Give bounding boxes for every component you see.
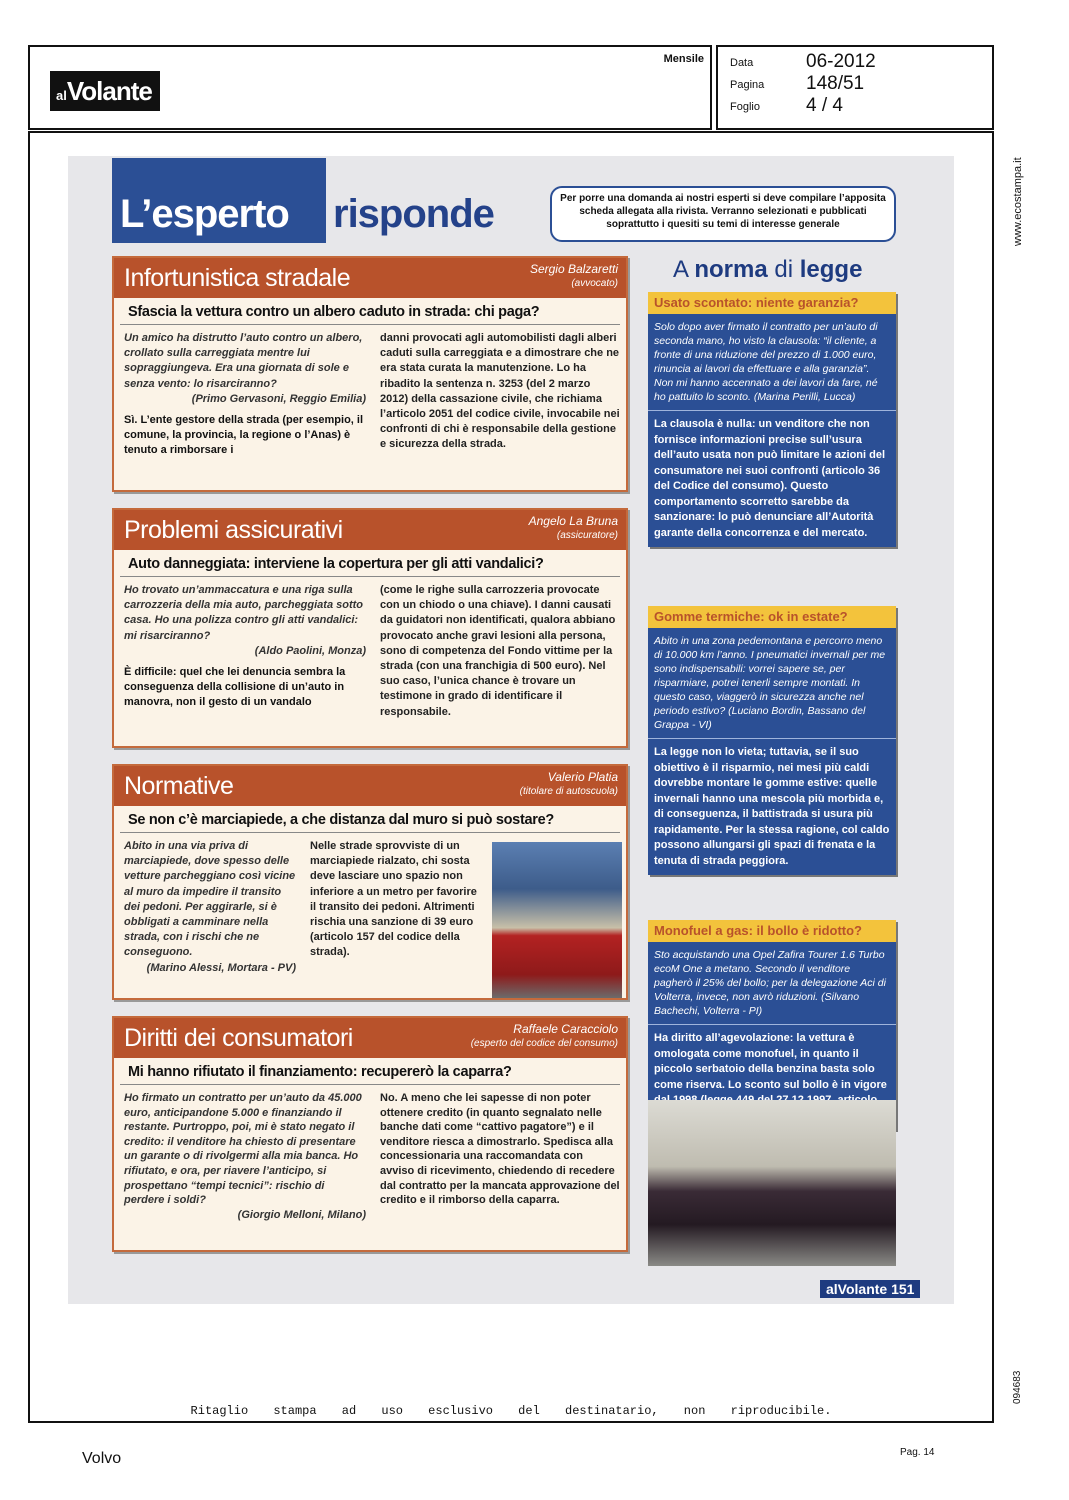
right-block-answer: Ha diritto all’agevolazione: la vettura è omologata come monofuel, in quanto il piccolo serbatoio della benzina basta solo come riserva. Lo sconto sul bollo è in vigore bbox=[654, 1032, 887, 1091]
foglio-row: Foglio 4 / 4 bbox=[730, 95, 843, 116]
opel-zafira-photo bbox=[648, 1100, 896, 1266]
question-title: Sfascia la vettura contro un albero caduto in strada: chi paga? bbox=[120, 298, 620, 325]
section-title: Infortunistica stradale bbox=[124, 264, 351, 292]
answer-start: È difficile: quel che lei denuncia sembra la conseguenza della collisione di un’auto in manovra, non il gesto di un vandalo bbox=[124, 666, 346, 709]
right-block-title: Usato scontato: niente garanzia? bbox=[648, 292, 896, 314]
intro-box: Per porre una domanda ai nostri esperti si deve compilare l’apposita scheda allegata alla rivista. Verranno selezionati e pubblicati soprattutto i quesiti su temi di interesse generale bbox=[550, 186, 896, 242]
section-author: Raffaele Caracciolo bbox=[513, 1022, 618, 1036]
question-title: Se non c’è marciapiede, a che distanza dal muro si può sostare? bbox=[120, 806, 620, 833]
masthead-logo: alVolante bbox=[50, 71, 160, 111]
section-infortunistica bbox=[112, 256, 628, 492]
section-title: Normative bbox=[124, 772, 234, 800]
section-assicurativi bbox=[112, 508, 628, 748]
right-block-answer: La legge non lo vieta; tuttavia, se il suo obiettivo è il risparmio, nei mesi più caldi dovrebbe montare le gomme estive: quelle invernali hanno una mescola più morbida e, di conseguenza, il battistrada si usura più rapidamente. Per la stessa ragione, col caldo possono allungarsi gli spazi di frenata e la tenuta di strada peggiora. bbox=[654, 746, 890, 867]
right-block-question: Abito in una zona pedemontana e percorro meno di 10.000 km l’anno. I pneumatici invernali per me sono indispensabili: vorrei sapere se, per risparmiare, potrei tenerli sempre montati. In questo caso, viaggerò in sicurezza anche nel periodo estivo? (Luciano Bordin, Bassano del Grappa - VI) bbox=[648, 628, 896, 739]
side-url: www.ecostampa.it bbox=[1012, 157, 1024, 246]
header-logo-box bbox=[28, 45, 712, 130]
question-signature: (Aldo Paolini, Monza) bbox=[254, 644, 366, 657]
page-logo: alVolante 151 bbox=[820, 1280, 920, 1298]
question-signature: (Marino Alessi, Mortara - PV) bbox=[146, 961, 296, 974]
right-block-answer: La clausola è nulla: un venditore che non fornisce informazioni precise sull’usura dell’auto usata non può limitare le azioni del consumatore nei suoi confronti (articolo 36 del Codice del consumo). Questo comportamento scorretto sarebbe da sanzionare: lo può denunciare all’Autorità garante della concorrenza e del mercato. bbox=[654, 418, 886, 539]
side-code: 094683 bbox=[1012, 1370, 1023, 1404]
question-text: Abito in una via priva di marciapiede, dove spesso delle vetture parcheggiano così vicine al muro da impedire il transito dei pedoni. Per aggirarle, si è obbligati a camminare nella strada, con i rischi che ne conseguono. bbox=[124, 840, 296, 959]
date-row: Data 06-2012 bbox=[730, 51, 876, 72]
page-number: Pag. 14 bbox=[900, 1447, 935, 1458]
question-text: Un amico ha distrutto l’auto contro un albero, crollato sulla carreggiata mentre lui sopraggiungeva. Era una giornata di sole e senza vento: lo risarciranno? bbox=[124, 332, 363, 390]
section-title: Diritti dei consumatori bbox=[124, 1024, 353, 1052]
question-title: Auto danneggiata: interviene la copertura per gli atti vandalici? bbox=[120, 550, 620, 577]
client-name: Volvo bbox=[82, 1450, 122, 1467]
section-consumatori bbox=[112, 1016, 628, 1252]
section-author: Angelo La Bruna bbox=[528, 514, 618, 528]
question-signature: (Giorgio Melloni, Milano) bbox=[237, 1208, 366, 1221]
answer-continuation: danni provocati agli automobilisti dagli alberi caduti sulla carreggiata e a dimostrare che ne era stata curata la manutenzione. Lo ha ribadito la sentenza n. 3253 (del 2 marzo 2012) della cassazione civile, che richiama l’articolo 2051 del codice civile, invocabile nei confronti di chi è responsabile della gestione e sicurezza della strada. bbox=[380, 332, 620, 451]
answer-continuation: (come le righe sulla carrozzeria provocate con un chiodo o una chiave). I danni causati da guidatori non identificati, qualora abbiano provocato anche gravi lesioni alla persona, sono di competenza del Fondo vittime per la strada (con una franchigia di 500 euro). Nel suo caso, l’unica chance è trovare un testimone in grado di identificare il responsabile. bbox=[380, 584, 616, 718]
section-author: Valerio Platia bbox=[547, 770, 618, 784]
question-text: Ho firmato un contratto per un’auto da 45.000 euro, anticipandone 5.000 e finanziando il restante. Purtroppo, poi, mi è stato negato il credito: il venditore ha chiesto di presentare un garante o di rivolgermi alla mia banca. Ho rifiutato, e ora, per riavere l’anticipo, si prospettano “tempi tecnici”: rischio di perdere i soldi? bbox=[124, 1092, 362, 1207]
magazine-page bbox=[68, 156, 954, 1304]
pagina-row: Pagina 148/51 bbox=[730, 73, 865, 94]
right-block-title: Monofuel a gas: il bollo è ridotto? bbox=[648, 920, 896, 942]
car-parked-photo bbox=[492, 842, 622, 998]
section-role: (titolare di autoscuola) bbox=[519, 786, 618, 797]
title-blue: risponde bbox=[333, 192, 494, 236]
date-value: 06-2012 bbox=[806, 51, 876, 72]
norma-title: A norma di legge bbox=[673, 256, 863, 283]
pagina-value: 148/51 bbox=[806, 73, 865, 94]
frequency: Mensile bbox=[663, 53, 704, 65]
right-block-title: Gomme termiche: ok in estate? bbox=[648, 606, 896, 628]
question-signature: (Primo Gervasoni, Reggio Emilia) bbox=[191, 392, 366, 405]
section-role: (assicuratore) bbox=[556, 530, 618, 541]
right-block-question: Sto acquistando una Opel Zafira Tourer 1.6 Turbo ecoM One a metano. Secondo il venditore pagherò il 25% del bollo; per la delegazione Aci di Volterra, invece, non avrò riduzioni. (Silvano Bachechi, Volterra - PI) bbox=[648, 942, 896, 1025]
question-title: Mi hanno rifiutato il finanziamento: recupererò la caparra? bbox=[120, 1058, 620, 1085]
question-text: Ho trovato un’ammaccatura e una riga sulla carrozzeria della mia auto, parcheggiata sotto casa. Ho una polizza contro gli atti vandalici: mi risarciranno? bbox=[124, 584, 364, 642]
header-meta-box bbox=[716, 45, 994, 130]
clipping-note: Ritaglio stampa ad uso esclusivo del destinatario, non riproducibile. bbox=[190, 1404, 832, 1418]
right-block-monofuel bbox=[648, 920, 896, 1130]
section-role: (avvocato) bbox=[571, 278, 618, 289]
section-normative bbox=[112, 764, 628, 1000]
right-block-gomme bbox=[648, 606, 896, 875]
section-role: (esperto del codice del consumo) bbox=[470, 1038, 618, 1049]
answer-continuation: Nelle strade sprovviste di un marciapiede rialzato, chi sosta deve lasciare uno spazio non inferiore a un metro per favorire il transito dei pedoni. Altrimenti rischia una sanzione di 39 euro (articolo 157 del codice della strada). bbox=[310, 840, 477, 959]
section-title: Problemi assicurativi bbox=[124, 516, 343, 544]
answer-continuation: No. A meno che lei sapesse di non poter ottenere credito (in quanto segnalato nelle banche dati come “cattivo pagatore”) e il venditore riesca a dimostrarlo. Spedisca alla concessionaria una raccomandata con avviso di ricevimento, chiedendo di recedere dal contratto per la mancata approvazione del credito e il rimborso della caparra. bbox=[380, 1092, 620, 1207]
answer-start: Sì. L’ente gestore della strada (per esempio, il comune, la provincia, la regione o l’Anas) è tenuto a rimborsare i bbox=[124, 414, 364, 457]
foglio-value: 4 / 4 bbox=[806, 95, 843, 116]
right-block-usato bbox=[648, 292, 896, 547]
title-white: L’esperto bbox=[120, 192, 289, 236]
section-author: Sergio Balzaretti bbox=[529, 262, 618, 276]
right-block-question: Solo dopo aver firmato il contratto per un’auto di seconda mano, ho visto la clausola: “il cliente, a fronte di una riduzione del prezzo di 1.000 euro, rinuncia ai lavori da effettuare e alla garanzia”. Non mi hanno accennato a dei lavori da fare, né ho pattuito lo sconto. (Marina Perilli, Lucca) bbox=[648, 314, 896, 411]
